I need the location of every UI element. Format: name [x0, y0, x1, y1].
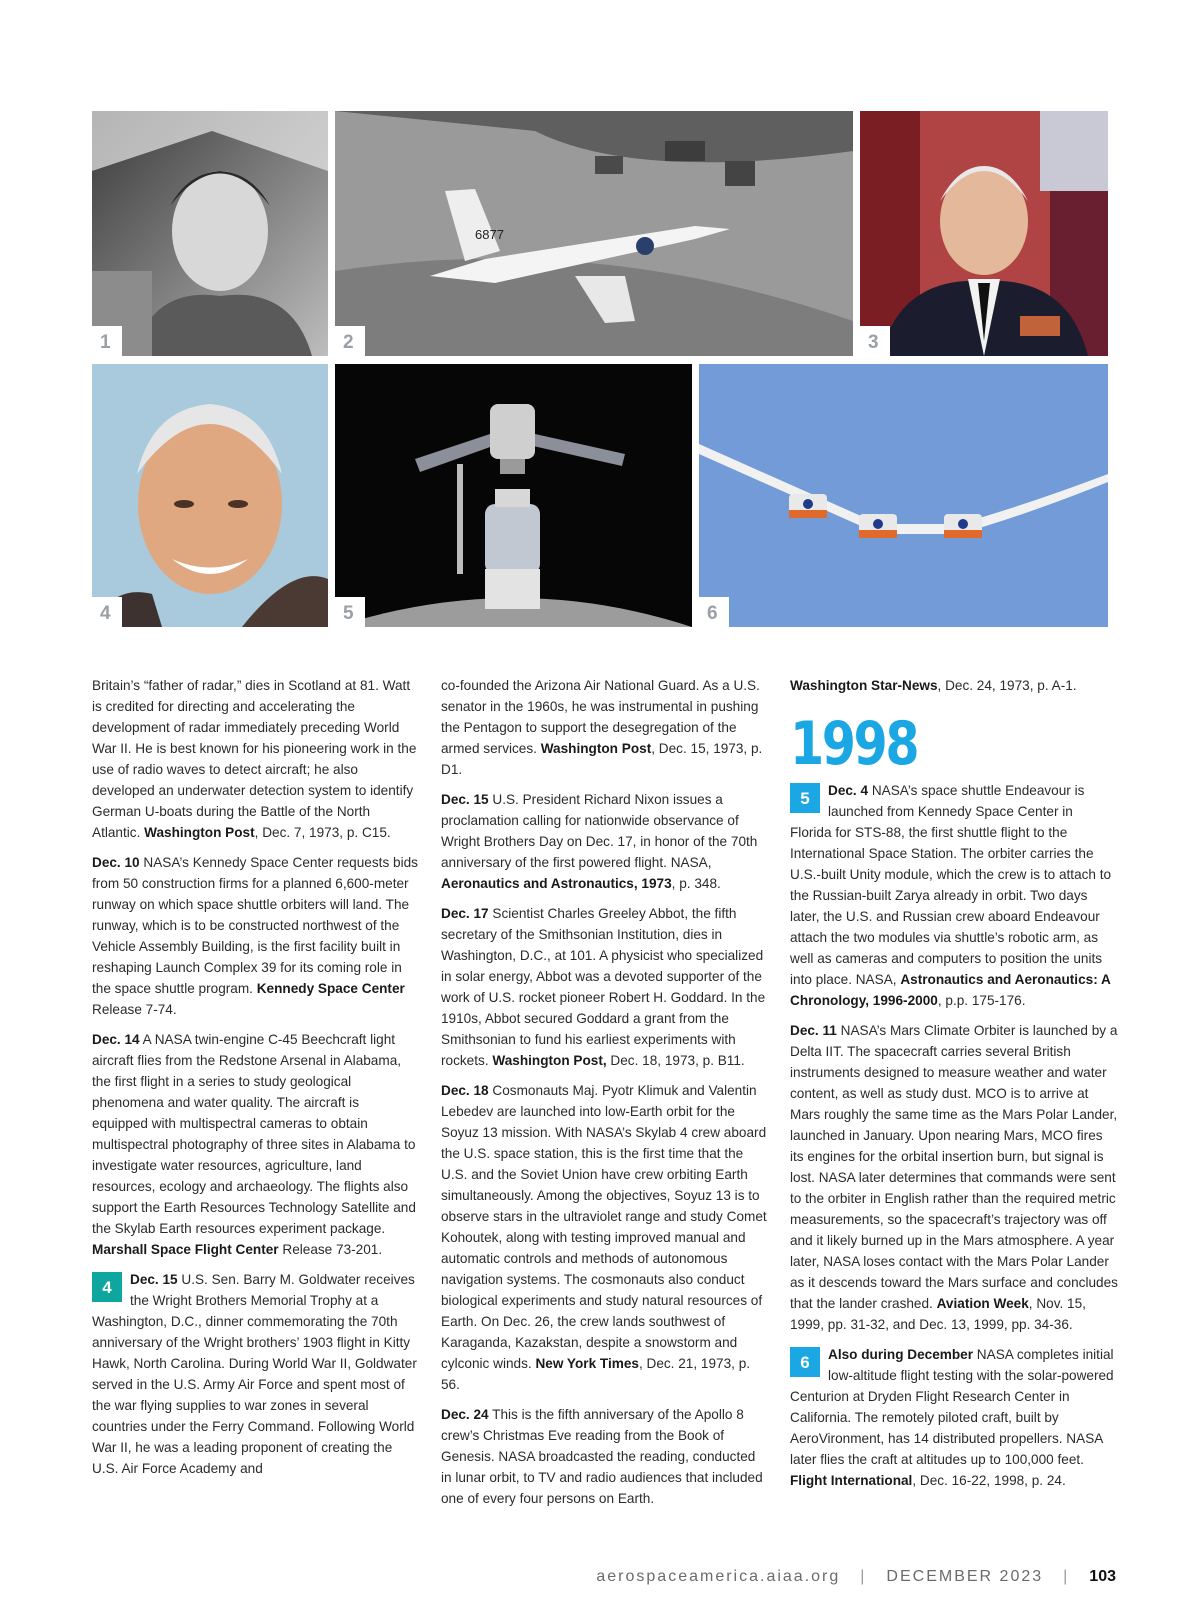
photo-ref-badge-4: 4 — [92, 1272, 122, 1302]
photo-2 — [335, 111, 853, 356]
col3-paragraph-3: Dec. 11 NASA’s Mars Climate Orbiter is launched by a Delta IIT. The spacecraft carries several British instruments designed to measure weather and water content, as well as study dust. MCO is to arrive at Mars roughly the same time as the Mars Polar Lander, launched in January. Upon nearing Mars, MCO fires its engines for the orbital insertion burn, but signal is lost. NASA later determines that commands were sent to the orbiter in English rather than the required metric measurements, so the spacecraft’s trajectory was off and it likely burned up in the Mars atmosphere. A year later, NASA loses contact with the Mars Polar Lander as it descends toward the Mars surface and concludes that the lander crashed. Aviation Week, Nov. 15, 1999, pp. 31-32, and Dec. 13, 1999, pp. 34-36. — [790, 1023, 1118, 1332]
column-2 — [441, 675, 769, 1518]
col2-paragraph-4: Dec. 18 Cosmonauts Maj. Pyotr Klimuk and Valentin Lebedev are launched into low-Earth orbit for the Soyuz 13 mission. With NASA’s Skylab 4 crew aboard the U.S. space station, this is the first time that the U.S. and the Soviet Union have crew orbiting Earth simultaneously. Among the objectives, Soyuz 13 is to observe stars in the ultraviolet range and study Comet Kohoutek, along with testing improved manual and automatic controls and methods of autonomous navigation systems. The cosmonauts also conduct biological experiments and study natural resources of Earth. On Dec. 26, the crew lands southwest of Karaganda, Kazakstan, despite a snowstorm and cylconic winds. New York Times, Dec. 21, 1973, p. 56. — [441, 1083, 767, 1392]
rocket-plane-icon — [335, 111, 853, 356]
photo-5 — [335, 364, 692, 627]
col3-paragraph-4: 6 Also during December NASA completes initial low-altitude flight testing with the solar-powered Centurion at Dryden Flight Research Center in California. The remotely piloted craft, built by AeroVironment, has 14 distributed propellers. NASA later flies the craft at altitudes up to 100,000 feet. Flight International, Dec. 16-22, 1998, p. 24. — [790, 1347, 1114, 1488]
col1-paragraph-4: 4 Dec. 15 U.S. Sen. Barry M. Goldwater receives the Wright Brothers Memorial Trophy at a Washington, D.C., dinner commemorating the 70th anniversary of the Wright brothers’ 1903 flight in Kitty Hawk, North Carolina. During World War II, Goldwater served in the U.S. Army Air Force and spent most of the war flying supplies to war zones in several countries under the Ferry Command. Following World War II, he was a leading proponent of creating the U.S. Air Force Academy and — [92, 1272, 417, 1476]
photo-4-label: 4 — [92, 597, 122, 627]
col2-paragraph-5: Dec. 24 This is the fifth anniversary of the Apollo 8 crew’s Christmas Eve reading from the Book of Genesis. NASA broadcasted the reading, conducted in lunar orbit, to TV and radio audiences that included one of every four persons on Earth. — [441, 1407, 763, 1506]
photo-5-label: 5 — [335, 597, 365, 627]
col2-paragraph-1: co-founded the Arizona Air National Guard. As a U.S. senator in the 1960s, he was instrumental in pushing the Pentagon to support the desegregation of the armed services. Washington Post, Dec. 15, 1973, p. D1. — [441, 678, 763, 777]
footer-issue: DECEMBER 2023 — [886, 1568, 1044, 1585]
photo-2-label: 2 — [335, 326, 365, 356]
photo-4 — [92, 364, 328, 627]
column-3 — [790, 675, 1118, 1500]
footer-separator: | — [860, 1568, 867, 1585]
col1-paragraph-2: Dec. 10 NASA’s Kennedy Space Center requests bids from 50 construction firms for a planned 6,600-meter runway on which space shuttle orbiters will land. The runway, which is to be constructed northwest of the Vehicle Assembly Building, is the first facility built in reshaping Launch Complex 39 for its coming role in the space shuttle program. Kennedy Space Center Release 7-74. — [92, 855, 418, 1017]
page-number: 103 — [1089, 1568, 1116, 1585]
photo-6 — [699, 364, 1108, 627]
page-footer — [596, 1568, 1116, 1586]
photo-1-label: 1 — [92, 326, 122, 356]
smiling-man-icon — [92, 364, 328, 627]
photo-ref-badge-6: 6 — [790, 1347, 820, 1377]
photo-6-label: 6 — [699, 597, 729, 627]
year-heading: 1998 — [790, 709, 918, 779]
man-in-cockpit-icon — [92, 111, 328, 356]
col1-paragraph-1: Britain’s “father of radar,” dies in Scotland at 81. Watt is credited for directing and accelerating the development of radar immediately preceding World War II. He is best known for his pioneering work in the use of radio waves to detect aircraft; he also developed an underwater detection system to identify German U-boats during the Battle of the North Atlantic. Washington Post, Dec. 7, 1973, p. C15. — [92, 678, 417, 840]
footer-site: aerospaceamerica.aiaa.org — [596, 1568, 841, 1585]
col2-paragraph-3: Dec. 17 Scientist Charles Greeley Abbot, the fifth secretary of the Smithsonian Institution, dies in Washington, D.C., at 101. A physicist who specialized in solar energy, Abbot was a devoted supporter of the work of U.S. rocket pioneer Robert H. Goddard. In the 1910s, Abbot secured Goddard a grant from the Smithsonian to fund his earliest experiments with rockets. Washington Post, Dec. 18, 1973, p. B11. — [441, 906, 766, 1068]
col3-paragraph-1: Washington Star-News, Dec. 24, 1973, p. A-1. — [790, 678, 1077, 693]
col3-paragraph-2: 5 Dec. 4 NASA’s space shuttle Endeavour is launched from Kennedy Space Center in Florida for STS-88, the first shuttle flight to the International Space Station. The orbiter carries the U.S.-built Unity module, which the crew is to attach to the Russian-built Zarya already in orbit. Two days later, the U.S. and Russian crew aboard Endeavour attach the two modules via shuttle’s robotic arm, as well as cameras and computers to position the units into place. NASA, Astronautics and Aeronautics: A Chronology, 1996-2000, p.p. 175-176. — [790, 783, 1112, 1008]
naval-officer-icon — [860, 111, 1108, 356]
footer-separator-2: | — [1063, 1568, 1070, 1585]
solar-aircraft-icon — [699, 364, 1108, 627]
photo-ref-badge-5: 5 — [790, 783, 820, 813]
col2-paragraph-2: Dec. 15 U.S. President Richard Nixon issues a proclamation calling for nationwide observance of Wright Brothers Day on Dec. 17, in honor of the 70th anniversary of the first powered flight. NASA, Aeronautics and Astronautics, 1973, p. 348. — [441, 792, 758, 891]
col1-paragraph-3: Dec. 14 A NASA twin-engine C-45 Beechcraft light aircraft flies from the Redstone Arsenal in Alabama, the first flight in a series to study geological phenomena and water quality. The aircraft is equipped with multispectral cameras to obtain multispectral photography of three sites in Alabama to investigate water resources, agriculture, land resources, ecology and archaeology. The flights also support the Earth Resources Technology Satellite and the Skylab Earth resources experiment package. Marshall Space Flight Center Release 73-201. — [92, 1032, 416, 1257]
photo-1 — [92, 111, 328, 356]
svg-text:6877: 6877 — [475, 227, 504, 242]
photo-3 — [860, 111, 1108, 356]
space-station-icon — [335, 364, 692, 627]
column-1 — [92, 675, 418, 1488]
photo-3-label: 3 — [860, 326, 890, 356]
